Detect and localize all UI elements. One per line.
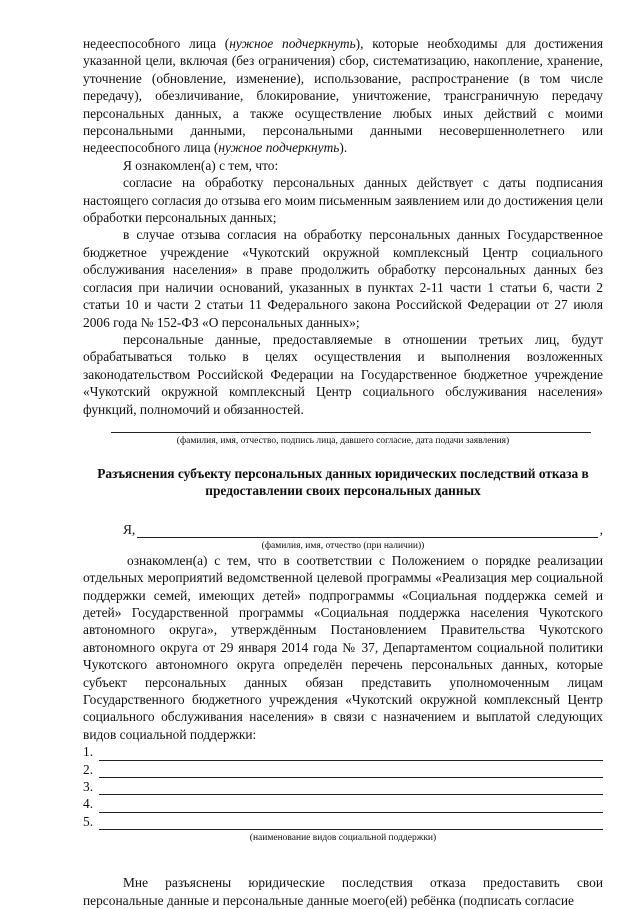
support-type-row [83, 778, 603, 795]
support-type-row [83, 743, 603, 760]
italic-note: нужное подчеркнуть [218, 140, 340, 156]
text-fragment: недееспособного лица ( [83, 36, 230, 51]
support-caption: (наименование видов социальной поддержки) [249, 833, 437, 844]
support-type-field[interactable] [99, 781, 603, 795]
consequences-paragraph: Мне разъяснены юридические последствия отказа предоставить свои персональные данные и персональные данные моего(ей) ребёнка (подписать согласие [83, 875, 603, 908]
text-fragment: ). [339, 140, 348, 156]
support-types-list [83, 743, 603, 830]
ya-comma: , [599, 521, 603, 537]
list-number: 5. [83, 813, 94, 829]
list-number: 3. [83, 779, 94, 795]
support-type-field[interactable] [99, 747, 603, 761]
acquainted-line: Я ознакомлен(а) с тем, что: [123, 157, 279, 173]
ya-label: Я, [123, 521, 136, 537]
signature-line[interactable] [111, 428, 591, 433]
list-number: 4. [83, 796, 94, 812]
support-type-row [83, 795, 603, 812]
document-page [83, 35, 603, 909]
condition-item-2: в случае отзыва согласия на обработку персональных данных Государственное бюджетное учреждение «Чукотский окружной комплексный Центр социального обслуживания населения» в праве продолжить обработку персональных данных без согласия при наличии оснований, указанных в пунктах 2-11 части 1 статьи 6, части 2 статьи 10 и части 2 статьи 11 Федерального закона Российской Федерации от 27 июля 2006 года № 152-ФЗ «О персональных данных»; [83, 227, 603, 330]
text-fragment: ), которые необходимы для достижения указанной цели, включая (без ограничения) сбор, систематизацию, накопление, хранение, уточнение (обновление, изменение), использование, распространение (в том числе передачу), обезличивание, блокирование, уничтожение, трансграничную передачу персональных данных, а также осуществление любых иных действий с моими персональными данными, персональными данными несовершеннолетнего или недееспособного лица ( [83, 36, 603, 156]
name-field-row [83, 522, 603, 538]
consent-paragraph [83, 35, 603, 157]
support-type-row [83, 813, 603, 830]
support-type-field[interactable] [99, 816, 603, 830]
condition-item-1: согласие на обработку персональных данных действует с даты подписания настоящего согласия до отзыва его моим письменным заявлением или до достижения цели обработки персональных данных; [83, 175, 603, 226]
full-name-field[interactable] [137, 524, 597, 538]
fio-caption: (фамилия, имя, отчество (при наличии)) [261, 540, 425, 551]
list-number: 1. [83, 744, 94, 760]
support-type-field[interactable] [99, 799, 603, 813]
list-number: 2. [83, 761, 94, 777]
section-heading: Разъяснения субъекту персональных данных юридических последствий отказа в предоставлении своих персональных данных [97, 465, 589, 499]
explanation-paragraph: ознакомлен(а) с тем, что в соответствии с Положением о порядке реализации отдельных мероприятий ведомственной целевой программы «Реализация мер социальной поддержки семей, имеющих детей» подпрограммы «Социальная поддержка семей и детей» Государственной программы «Социальная поддержка населения Чукотского автономного округа», утверждённым Постановлением Правительства Чукотского автономного округа от 29 января 2014 года № 37, Департаментом социальной политики Чукотского автономного округа определён перечень персональных данных, которые субъект персональных данных обязан представить уполномоченным лицам Государственного бюджетного учреждения «Чукотский окружной комплексный Центр социального обслуживания населения» в связи с назначением и выплатой следующих видов социальной поддержки: [83, 552, 603, 742]
support-type-row [83, 761, 603, 778]
condition-item-3: персональные данные, предоставляемые в отношении третьих лиц, будут обрабатываться только в целях осуществления и выполнения возложенных законодательством Российской Федерации на Государственное бюджетное учреждение «Чукотский окружной комплексный Центр социального обслуживания населения» функций, полномочий и обязанностей. [83, 331, 603, 417]
support-type-field[interactable] [99, 764, 603, 778]
signature-caption: (фамилия, имя, отчество, подпись лица, давшего согласие, дата подачи заявления) [176, 435, 510, 446]
italic-note: нужное подчеркнуть [229, 36, 356, 51]
